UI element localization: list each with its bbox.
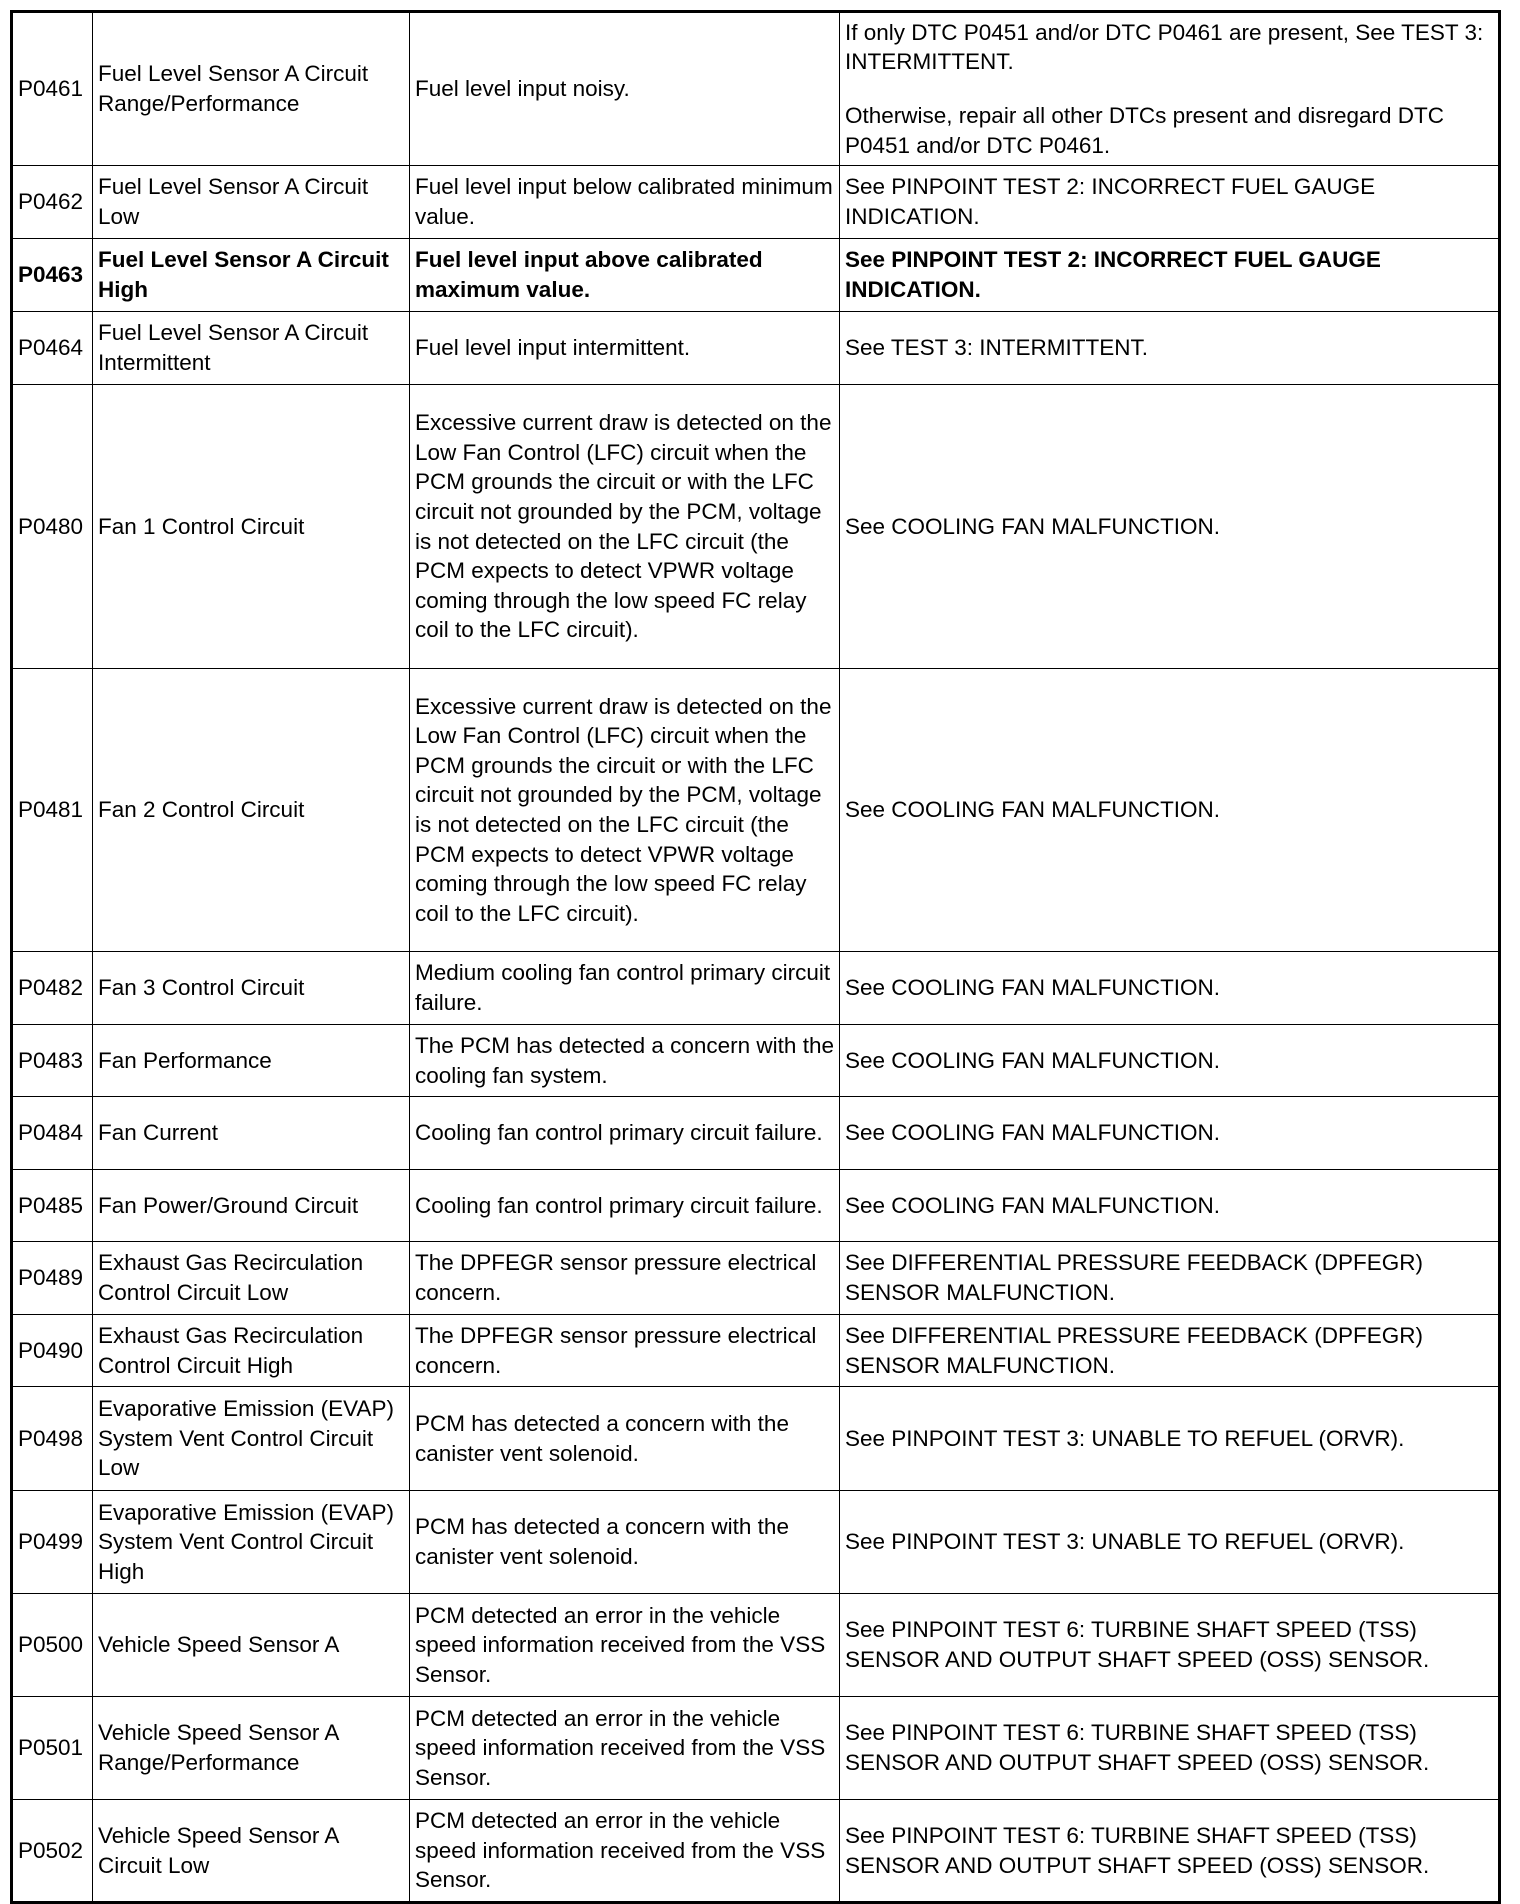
dtc-action-cell: See COOLING FAN MALFUNCTION. [840, 385, 1500, 669]
table-row [12, 1315, 1500, 1387]
dtc-condition-cell: Cooling fan control primary circuit failure. [410, 1170, 840, 1242]
dtc-condition-cell: PCM has detected a concern with the canister vent solenoid. [410, 1387, 840, 1491]
table-row [12, 385, 1500, 669]
dtc-description-cell: Exhaust Gas Recirculation Control Circuit High [93, 1315, 410, 1387]
dtc-action-cell: See PINPOINT TEST 3: UNABLE TO REFUEL (ORVR). [840, 1491, 1500, 1594]
table-row [12, 1594, 1500, 1697]
dtc-condition-cell: PCM detected an error in the vehicle speed information received from the VSS Sensor. [410, 1800, 840, 1903]
dtc-action-cell: See PINPOINT TEST 6: TURBINE SHAFT SPEED (TSS) SENSOR AND OUTPUT SHAFT SPEED (OSS) SENSOR. [840, 1800, 1500, 1903]
dtc-description-cell: Fan Power/Ground Circuit [93, 1170, 410, 1242]
dtc-condition-cell: Excessive current draw is detected on the Low Fan Control (LFC) circuit when the PCM grounds the circuit or with the LFC circuit not grounded by the PCM, voltage is not detected on the LFC circuit (the PCM expects to detect VPWR voltage coming through the low speed FC relay coil to the LFC circuit). [410, 385, 840, 669]
dtc-code-cell: P0482 [12, 952, 93, 1025]
dtc-condition-cell: Fuel level input intermittent. [410, 312, 840, 385]
dtc-description-cell: Vehicle Speed Sensor A [93, 1594, 410, 1697]
dtc-condition-cell: Excessive current draw is detected on the Low Fan Control (LFC) circuit when the PCM grounds the circuit or with the LFC circuit not grounded by the PCM, voltage is not detected on the LFC circuit (the PCM expects to detect VPWR voltage coming through the low speed FC relay coil to the LFC circuit). [410, 669, 840, 952]
dtc-code-cell: P0484 [12, 1097, 93, 1170]
dtc-condition-cell: PCM detected an error in the vehicle speed information received from the VSS Sensor. [410, 1594, 840, 1697]
dtc-condition-cell: The PCM has detected a concern with the cooling fan system. [410, 1025, 840, 1097]
dtc-description-cell: Fuel Level Sensor A Circuit Low [93, 166, 410, 239]
dtc-description-cell: Fan Current [93, 1097, 410, 1170]
dtc-action-cell: See COOLING FAN MALFUNCTION. [840, 1025, 1500, 1097]
dtc-code-cell: P0481 [12, 669, 93, 952]
dtc-condition-cell: The DPFEGR sensor pressure electrical concern. [410, 1242, 840, 1315]
table-row [12, 1170, 1500, 1242]
dtc-description-cell: Fan 1 Control Circuit [93, 385, 410, 669]
dtc-description-cell: Fan 2 Control Circuit [93, 669, 410, 952]
dtc-description-cell: Fan Performance [93, 1025, 410, 1097]
table-row [12, 1800, 1500, 1903]
dtc-description-cell: Fan 3 Control Circuit [93, 952, 410, 1025]
table-row [12, 1491, 1500, 1594]
dtc-condition-cell: Medium cooling fan control primary circuit failure. [410, 952, 840, 1025]
dtc-action-cell: See PINPOINT TEST 2: INCORRECT FUEL GAUGE INDICATION. [840, 166, 1500, 239]
dtc-action-text-2: Otherwise, repair all other DTCs present and disregard DTC P0451 and/or DTC P0461. [845, 103, 1444, 158]
dtc-code-cell: P0480 [12, 385, 93, 669]
dtc-action-cell: See DIFFERENTIAL PRESSURE FEEDBACK (DPFEGR) SENSOR MALFUNCTION. [840, 1315, 1500, 1387]
dtc-code-cell: P0500 [12, 1594, 93, 1697]
dtc-condition-cell: Fuel level input above calibrated maximum value. [410, 239, 840, 312]
table-row [12, 952, 1500, 1025]
dtc-code-cell: P0485 [12, 1170, 93, 1242]
dtc-action-cell [840, 12, 1500, 166]
dtc-condition-cell: Cooling fan control primary circuit failure. [410, 1097, 840, 1170]
dtc-description-cell: Vehicle Speed Sensor A Range/Performance [93, 1697, 410, 1800]
table-row [12, 669, 1500, 952]
dtc-description-cell: Exhaust Gas Recirculation Control Circuit Low [93, 1242, 410, 1315]
table-row [12, 1697, 1500, 1800]
dtc-action-text: If only DTC P0451 and/or DTC P0461 are present, See TEST 3: INTERMITTENT. [845, 19, 1484, 75]
dtc-description-cell: Evaporative Emission (EVAP) System Vent Control Circuit Low [93, 1387, 410, 1491]
table-row [12, 12, 1500, 166]
dtc-condition-cell: Fuel level input noisy. [410, 12, 840, 166]
dtc-action-cell: See DIFFERENTIAL PRESSURE FEEDBACK (DPFEGR) SENSOR MALFUNCTION. [840, 1242, 1500, 1315]
dtc-condition-cell: The DPFEGR sensor pressure electrical concern. [410, 1315, 840, 1387]
table-row [12, 1025, 1500, 1097]
table-row [12, 312, 1500, 385]
dtc-condition-cell: Fuel level input below calibrated minimum value. [410, 166, 840, 239]
dtc-action-cell: See TEST 3: INTERMITTENT. [840, 312, 1500, 385]
dtc-code-cell: P0489 [12, 1242, 93, 1315]
dtc-table [10, 10, 1501, 1904]
table-row [12, 239, 1500, 312]
dtc-code-cell: P0498 [12, 1387, 93, 1491]
dtc-description-cell: Evaporative Emission (EVAP) System Vent Control Circuit High [93, 1491, 410, 1594]
dtc-code-cell: P0501 [12, 1697, 93, 1800]
dtc-code-cell: P0499 [12, 1491, 93, 1594]
table-row [12, 166, 1500, 239]
dtc-code-cell: P0490 [12, 1315, 93, 1387]
dtc-code-cell: P0502 [12, 1800, 93, 1903]
dtc-code-cell: P0463 [12, 239, 93, 312]
table-row [12, 1097, 1500, 1170]
dtc-code-cell: P0464 [12, 312, 93, 385]
dtc-action-cell: See COOLING FAN MALFUNCTION. [840, 669, 1500, 952]
dtc-code-cell: P0483 [12, 1025, 93, 1097]
table-row [12, 1242, 1500, 1315]
dtc-action-cell: See PINPOINT TEST 3: UNABLE TO REFUEL (ORVR). [840, 1387, 1500, 1491]
dtc-action-cell: See COOLING FAN MALFUNCTION. [840, 952, 1500, 1025]
dtc-code-cell: P0462 [12, 166, 93, 239]
dtc-description-cell: Fuel Level Sensor A Circuit High [93, 239, 410, 312]
dtc-condition-cell: PCM has detected a concern with the canister vent solenoid. [410, 1491, 840, 1594]
dtc-description-cell: Fuel Level Sensor A Circuit Range/Performance [93, 12, 410, 166]
table-row [12, 1387, 1500, 1491]
dtc-action-cell: See PINPOINT TEST 2: INCORRECT FUEL GAUGE INDICATION. [840, 239, 1500, 312]
dtc-description-cell: Vehicle Speed Sensor A Circuit Low [93, 1800, 410, 1903]
dtc-code-cell: P0461 [12, 12, 93, 166]
dtc-condition-cell: PCM detected an error in the vehicle speed information received from the VSS Sensor. [410, 1697, 840, 1800]
dtc-description-cell: Fuel Level Sensor A Circuit Intermittent [93, 312, 410, 385]
dtc-action-cell: See PINPOINT TEST 6: TURBINE SHAFT SPEED (TSS) SENSOR AND OUTPUT SHAFT SPEED (OSS) SENSOR. [840, 1697, 1500, 1800]
dtc-action-cell: See COOLING FAN MALFUNCTION. [840, 1097, 1500, 1170]
dtc-action-cell: See COOLING FAN MALFUNCTION. [840, 1170, 1500, 1242]
dtc-action-cell: See PINPOINT TEST 6: TURBINE SHAFT SPEED (TSS) SENSOR AND OUTPUT SHAFT SPEED (OSS) SENSOR. [840, 1594, 1500, 1697]
